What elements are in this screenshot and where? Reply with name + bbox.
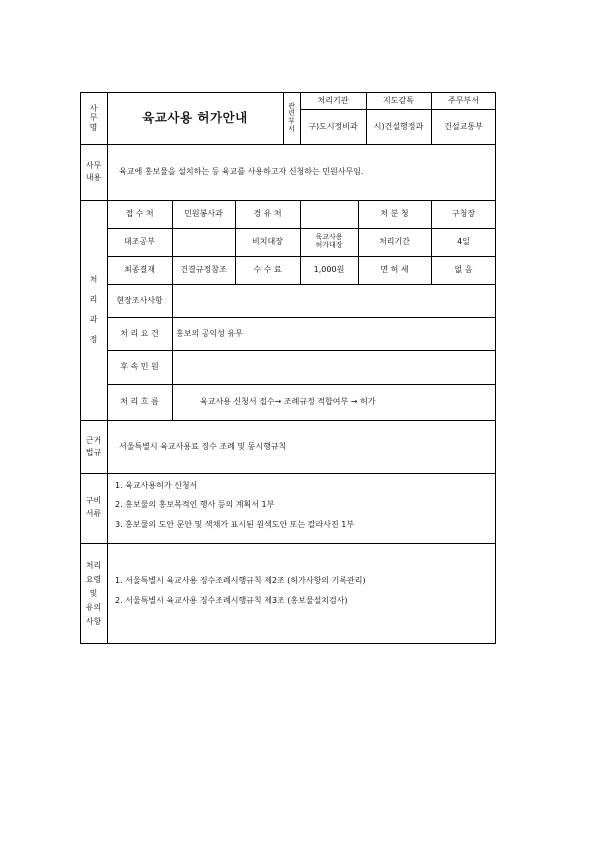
grid-value: 민원봉사과	[184, 209, 223, 219]
process-row-label: 처 리 흐 름	[120, 397, 159, 407]
processing-agency: 구)도시정비과	[308, 121, 358, 131]
grid-label: 비치대장	[252, 237, 283, 247]
divider	[80, 473, 496, 474]
work-content-label: 사무 내용	[85, 161, 102, 182]
process-row-label: 후 속 민 원	[120, 362, 159, 372]
responsible-dept: 건설교통부	[444, 121, 483, 131]
job-name-label: 사 무 명	[89, 104, 98, 132]
grid-label: 최종결재	[124, 265, 155, 275]
grid-value: 건결규정참조	[180, 265, 227, 275]
grid-label: 수 수 료	[253, 265, 282, 275]
process-row-label: 처 리 요 건	[120, 328, 159, 338]
work-content-text: 육교에 홍보물을 설치하는 등 육교를 사용하고자 신청하는 민원사무임.	[119, 167, 364, 177]
basis-label: 근거 법규	[85, 435, 102, 457]
grid-label: 처 분 청	[380, 209, 409, 219]
document-item: 3. 홍보물의 도안 문안 및 색채가 표시된 원색도안 또는 칼라사진 1부	[115, 520, 355, 529]
process-flow: 육교사용 신청서 접수→ 조례규정 적합여부 → 허가	[200, 397, 376, 407]
grid-label: 면 허 세	[380, 265, 409, 275]
process-row-value: 홍보의 공익성 유무	[176, 328, 243, 338]
grid-value: 1,000원	[313, 265, 345, 275]
process-label: 처 리 과 정	[89, 275, 98, 344]
header-col-label: 처리기관	[317, 95, 349, 105]
process-row-value	[172, 350, 500, 384]
process-row-label: 현장조사사항	[116, 295, 163, 305]
note-item: 1. 서울특별시 육교사용 징수조례시행규칙 제2조 (허가사항의 기록관리)	[115, 576, 366, 585]
process-row-value	[172, 284, 500, 317]
basis-text: 서울특별시 육교사용료 징수 조례 및 동시행규칙	[119, 441, 287, 451]
note-item: 2. 서울특별시 육교사용 징수조례시행규칙 제3조 (홍보물설치검사)	[115, 596, 348, 605]
document-item: 1. 육교사용허가 신청서	[115, 481, 198, 490]
supervising-agency: 시)건설행정과	[373, 121, 424, 131]
grid-value: 4일	[457, 237, 470, 247]
page-title: 육교사용 허가안내	[142, 109, 248, 125]
grid-value: 구청장	[451, 209, 476, 219]
grid-label: 처리기간	[379, 237, 410, 247]
grid-label: 접 수 처	[125, 209, 154, 219]
header-col-label: 주무부서	[448, 95, 479, 105]
notes-label: 처리 요령 및 유의 사항	[85, 560, 102, 626]
grid-value: 없 음	[454, 265, 473, 275]
divider	[80, 543, 496, 544]
grid-label: 경 유 처	[253, 209, 282, 219]
grid-label: 대조공부	[124, 237, 155, 247]
grid-value	[172, 228, 235, 256]
documents-label: 구비 서류	[85, 496, 102, 518]
header-col-label: 지도감독	[383, 95, 414, 105]
document-item: 2. 홍보물의 홍보목적인 행사 등의 계획서 1부	[115, 500, 275, 509]
related-dept-label: 관 련 부 서	[288, 101, 295, 133]
grid-value: 육교사용 허가대장	[315, 233, 343, 249]
grid-value	[300, 200, 358, 228]
